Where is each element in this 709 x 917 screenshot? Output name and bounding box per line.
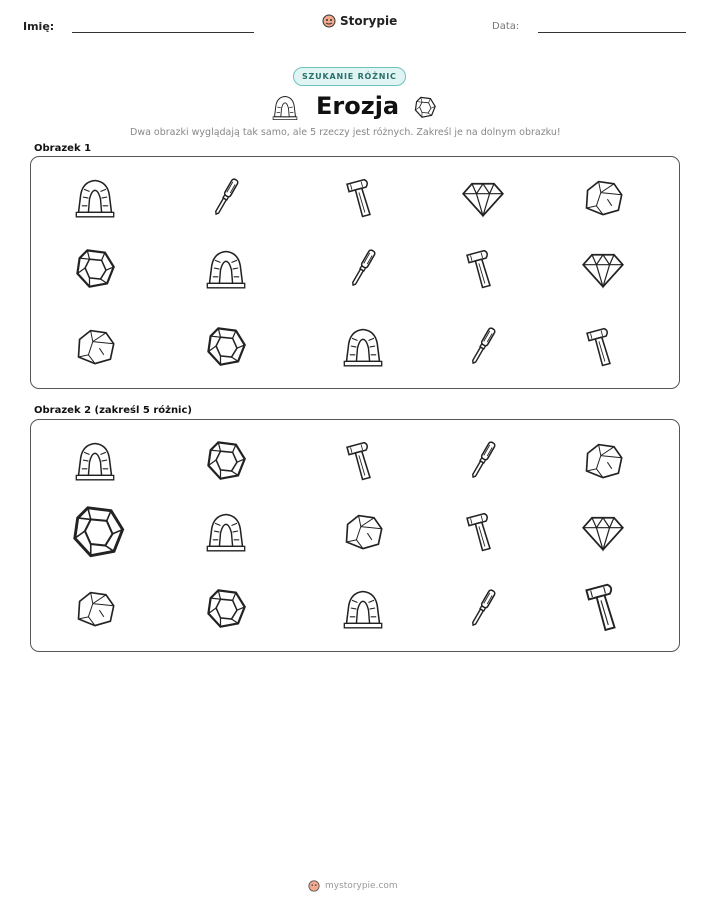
- picture-2-label: Obrazek 2 (zakreśl 5 różnic): [34, 405, 192, 416]
- chisel-icon: [341, 246, 385, 290]
- footer: [308, 880, 398, 892]
- name-field[interactable]: [72, 32, 254, 33]
- date-field[interactable]: [538, 32, 686, 33]
- chisel-icon: [461, 586, 505, 630]
- chisel-icon: [461, 438, 505, 482]
- arch-icon: [204, 509, 248, 553]
- page-title: Erozja: [316, 92, 400, 120]
- arch-icon: [73, 438, 117, 482]
- chisel-icon: [461, 324, 505, 368]
- arch-icon: [341, 324, 385, 368]
- chisel-icon: [204, 175, 248, 219]
- arch-icon: [204, 246, 248, 290]
- gem-icon: [204, 324, 248, 368]
- hammer-icon: [579, 579, 633, 633]
- arch-icon: [270, 93, 300, 121]
- worksheet-type-badge: SZUKANIE RÓŻNIC: [293, 67, 406, 86]
- gem-icon: [413, 95, 437, 119]
- brand-name: Storypie: [340, 14, 398, 28]
- storypie-mascot-icon: [308, 880, 320, 892]
- gem-icon: [204, 438, 248, 482]
- rock-icon: [73, 586, 117, 630]
- arch-icon: [341, 586, 385, 630]
- rock-icon: [341, 509, 385, 553]
- rock-icon: [581, 175, 625, 219]
- date-label: Data:: [492, 21, 520, 32]
- diamond-icon: [581, 509, 625, 553]
- hammer-icon: [461, 509, 505, 553]
- gem-icon: [73, 246, 117, 290]
- hammer-icon: [461, 246, 505, 290]
- gem-icon: [69, 502, 127, 560]
- brand-logo: [322, 14, 397, 28]
- hammer-icon: [341, 438, 385, 482]
- diamond-icon: [461, 175, 505, 219]
- rock-icon: [73, 324, 117, 368]
- diamond-icon: [581, 246, 625, 290]
- footer-url[interactable]: mystorypie.com: [325, 881, 398, 891]
- rock-icon: [581, 438, 625, 482]
- hammer-icon: [341, 175, 385, 219]
- hammer-icon: [581, 324, 625, 368]
- arch-icon: [73, 175, 117, 219]
- name-label: Imię:: [23, 20, 55, 33]
- gem-icon: [204, 586, 248, 630]
- picture-1-label: Obrazek 1: [34, 143, 92, 154]
- instructions-text: Dwa obrazki wyglądają tak samo, ale 5 rzeczy jest różnych. Zakreśl je na dolnym obrazku!: [130, 127, 561, 138]
- storypie-mascot-icon: [322, 14, 336, 28]
